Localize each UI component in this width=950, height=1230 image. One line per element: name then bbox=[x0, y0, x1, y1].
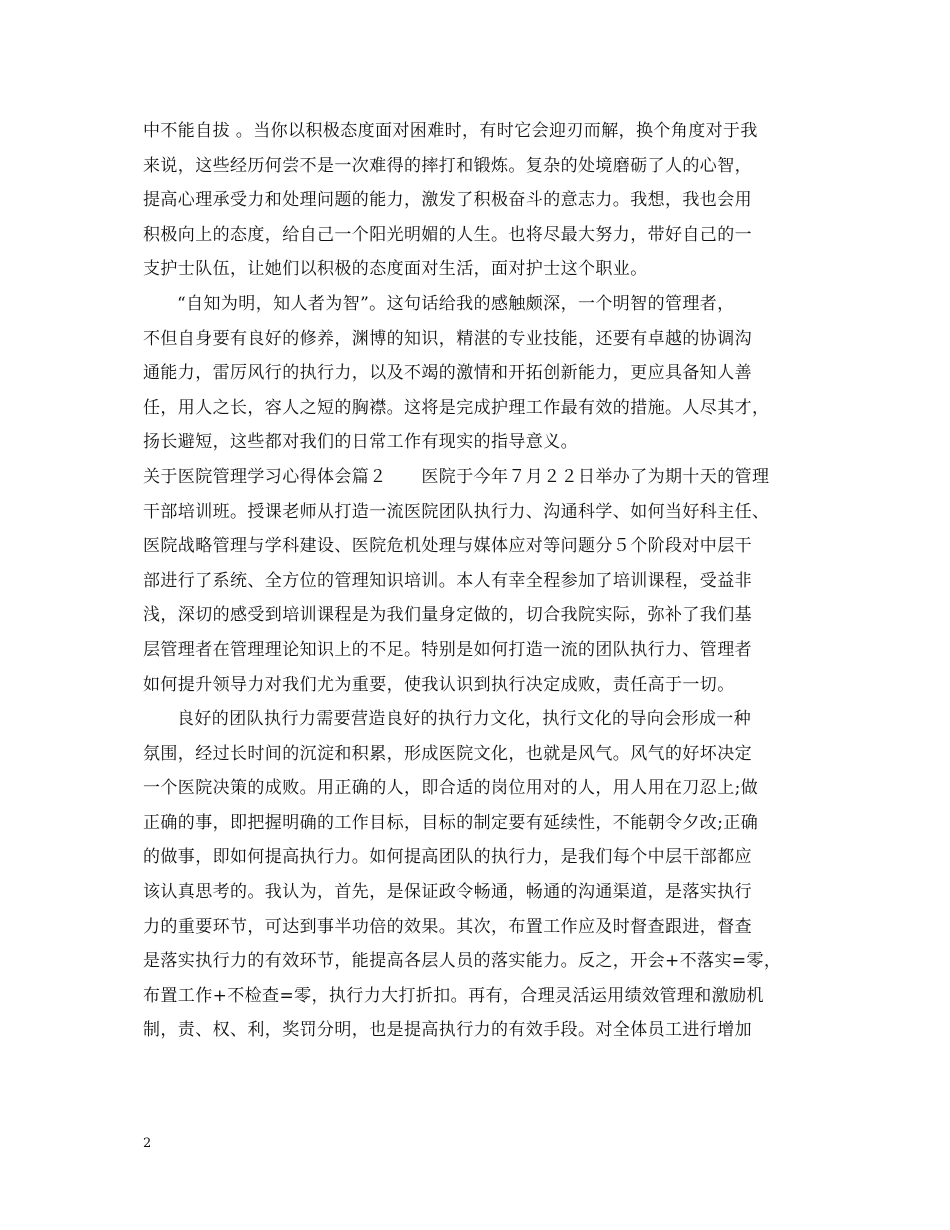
text-line: 干部培训班。授课老师从打造一流医院团队执行力、沟通科学、如何当好科主任、 bbox=[143, 501, 770, 522]
text-line: 该认真思考的。我认为，首先，是保证政令畅通，畅通的沟通渠道，是落实执行 bbox=[143, 882, 752, 903]
paragraph bbox=[143, 287, 818, 460]
text-line: 来说，这些经历何尝不是一次难得的摔打和锻炼。复杂的处境磨砺了人的心智， bbox=[143, 155, 752, 176]
text-line: 支护士队伍，让她们以积极的态度面对生活，面对护士这个职业。 bbox=[143, 259, 648, 280]
text-line: 积极向上的态度，给自己一个阳光明媚的人生。也将尽最大努力，带好自己的一 bbox=[143, 224, 752, 245]
text-line: 通能力，雷厉风行的执行力，以及不竭的激情和开拓创新能力，更应具备知人善 bbox=[143, 363, 752, 384]
text-line: 一个医院决策的成败。用正确的人，即合适的岗位用对的人，用人用在刀忍上;做 bbox=[143, 778, 759, 799]
text-line: 如何提升领导力对我们尤为重要，使我认识到执行决定成败，责任高于一切。 bbox=[143, 674, 735, 695]
text-line: 的做事，即如何提高执行力。如何提高团队的执行力，是我们每个中层干部都应 bbox=[143, 847, 752, 868]
text-line: 中不能自拔 。当你以积极态度面对困难时，有时它会迎刃而解，换个角度对于我 bbox=[143, 121, 758, 141]
text-line: 制，责、权、利，奖罚分明，也是提高执行力的有效手段。对全体员工进行增加 bbox=[143, 1020, 752, 1041]
text-line: 不但自身要有良好的修养，渊博的知识，精湛的专业技能，还要有卓越的协调沟 bbox=[143, 328, 752, 349]
text-line: 氛围，经过长时间的沉淀和积累，形成医院文化，也就是风气。风气的好坏决定 bbox=[143, 743, 752, 764]
text-line: 层管理者在管理理论知识上的不足。特别是如何打造一流的团队执行力、管理者 bbox=[143, 639, 752, 660]
text-line: 力的重要环节，可达到事半功倍的效果。其次，布置工作应及时督查跟进，督查 bbox=[143, 916, 752, 937]
text-line: 任，用人之长，容人之短的胸襟。这将是完成护理工作最有效的措施。人尽其才， bbox=[143, 397, 770, 418]
text-line: 提高心理承受力和处理问题的能力，激发了积极奋斗的意志力。我想，我也会用 bbox=[143, 190, 752, 211]
paragraph bbox=[143, 460, 818, 702]
text-line: 良好的团队执行力需要营造良好的执行力文化，执行文化的导向会形成一种 bbox=[177, 709, 752, 730]
text-line: 扬长避短，这些都对我们的日常工作有现实的指导意义。 bbox=[143, 432, 578, 453]
text-line: 部进行了系统、全方位的管理知识培训。本人有幸全程参加了培训课程，受益非 bbox=[143, 570, 752, 591]
text-line: 布置工作+不检查=零，执行力大打折扣。再有，合理灵活运用绩效管理和激励机 bbox=[143, 985, 764, 1006]
paragraph bbox=[143, 114, 818, 287]
text-line: 浅，深切的感受到培训课程是为我们量身定做的，切合我院实际，弥补了我们基 bbox=[143, 605, 752, 626]
text-line: 医院战略管理与学科建设、医院危机处理与媒体应对等问题分５个阶段对中层干 bbox=[143, 536, 752, 557]
paragraph bbox=[143, 702, 818, 1048]
page-number: 2 bbox=[143, 1136, 152, 1151]
text-line: 正确的事，即把握明确的工作目标，目标的制定要有延续性，不能朝令夕改;正确 bbox=[143, 812, 759, 833]
text-line: “自知为明，知人者为智”。这句话给我的感触颇深，一个明智的管理者， bbox=[177, 293, 735, 314]
document-body bbox=[143, 114, 818, 1048]
text-line: 是落实执行力的有效环节，能提高各层人员的落实能力。反之，开会+不落实=零， bbox=[143, 951, 782, 972]
text-line: 关于医院管理学习心得体会篇２ 医院于今年７月２２日举办了为期十天的管理 bbox=[143, 466, 770, 487]
